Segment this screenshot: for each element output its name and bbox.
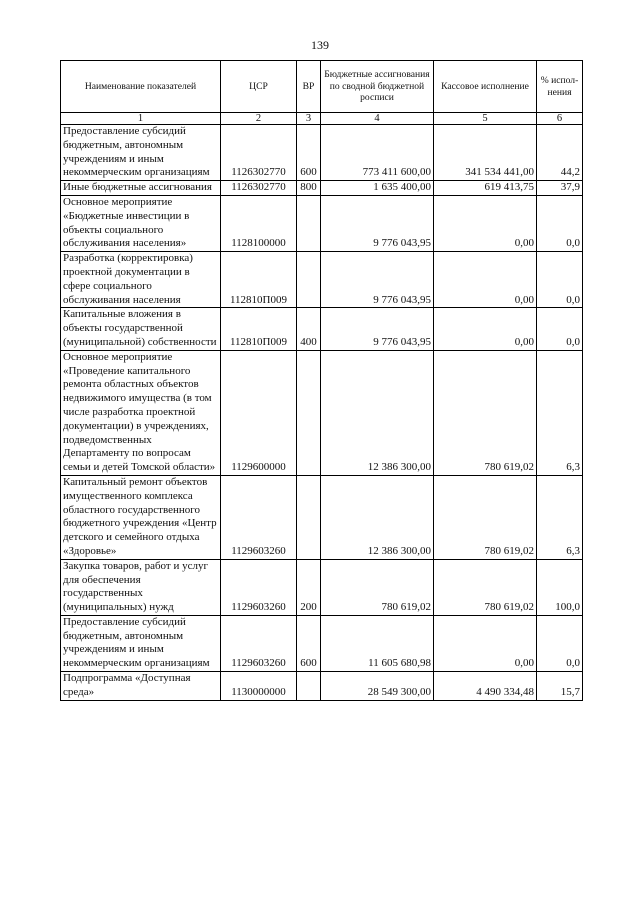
row-csr-code: 1129603260 [221,559,297,615]
row-budget-amount: 9 776 043,95 [321,195,434,251]
row-name: Подпрограмма «Доступная среда» [61,672,221,701]
column-number: 4 [321,113,434,125]
row-budget-amount: 1 635 400,00 [321,181,434,196]
row-vr-code: 800 [297,181,321,196]
header-row [61,61,583,113]
table-row [61,308,583,350]
row-csr-code: 112810П009 [221,252,297,308]
row-name: Капитальные вложения в объекты государственной (муниципальной) собственности [61,308,221,350]
row-csr-code: 1129603260 [221,615,297,671]
row-cash-amount: 4 490 334,48 [434,672,537,701]
row-budget-amount: 9 776 043,95 [321,252,434,308]
row-name: Разработка (корректировка) проектной документации в сфере социального обслуживания населения [61,252,221,308]
table-row [61,125,583,181]
row-name: Иные бюджетные ассигнования [61,181,221,196]
row-vr-code [297,672,321,701]
table-row [61,615,583,671]
row-name: Предоставление субсидий бюджетным, автономным учреждениям и иным некоммерческим организациям [61,615,221,671]
row-budget-amount: 9 776 043,95 [321,308,434,350]
column-number-row [61,113,583,125]
row-percent: 44,2 [537,125,583,181]
budget-execution-table [60,60,583,701]
row-budget-amount: 12 386 300,00 [321,475,434,559]
row-csr-code: 1129600000 [221,350,297,475]
table-row [61,672,583,701]
row-percent: 0,0 [537,195,583,251]
row-cash-amount: 0,00 [434,252,537,308]
row-vr-code [297,475,321,559]
table-row [61,252,583,308]
row-budget-amount: 12 386 300,00 [321,350,434,475]
row-percent: 37,9 [537,181,583,196]
row-budget-amount: 11 605 680,98 [321,615,434,671]
column-number: 3 [297,113,321,125]
row-name: Основное мероприятие «Бюджетные инвестиции в объекты социального обслуживания населения» [61,195,221,251]
row-name: Капитальный ремонт объектов имущественного комплекса областного государственного бюджетного учреждения «Центр детского и семейного отдыха «Здоровье» [61,475,221,559]
row-budget-amount: 780 619,02 [321,559,434,615]
row-percent: 100,0 [537,559,583,615]
row-vr-code: 200 [297,559,321,615]
row-cash-amount: 0,00 [434,615,537,671]
row-cash-amount: 780 619,02 [434,475,537,559]
column-number: 6 [537,113,583,125]
row-csr-code: 1129603260 [221,475,297,559]
row-csr-code: 1128100000 [221,195,297,251]
table-row [61,350,583,475]
row-cash-amount: 619 413,75 [434,181,537,196]
row-vr-code: 600 [297,125,321,181]
row-name: Закупка товаров, работ и услуг для обеспечения государственных (муниципальных) нужд [61,559,221,615]
row-name: Предоставление субсидий бюджетным, автономным учреждениям и иным некоммерческим организациям [61,125,221,181]
header-name: Наименование показателей [61,61,221,113]
table-row [61,181,583,196]
row-vr-code [297,195,321,251]
column-number: 2 [221,113,297,125]
row-csr-code: 1130000000 [221,672,297,701]
row-cash-amount: 780 619,02 [434,559,537,615]
row-percent: 0,0 [537,252,583,308]
row-vr-code [297,252,321,308]
table-row [61,559,583,615]
row-percent: 6,3 [537,350,583,475]
page-number: 139 [311,38,329,52]
table-row [61,475,583,559]
header-csr: ЦСР [221,61,297,113]
header-percent: % испол-нения [537,61,583,113]
row-cash-amount: 0,00 [434,308,537,350]
row-name: Основное мероприятие «Проведение капитального ремонта областных объектов недвижимого имущества (в том числе разработка проектной документации) в учреждениях, подведомственных Департаменту по вопросам семьи и детей Томской области» [61,350,221,475]
row-vr-code: 400 [297,308,321,350]
row-csr-code: 1126302770 [221,181,297,196]
row-budget-amount: 773 411 600,00 [321,125,434,181]
row-vr-code: 600 [297,615,321,671]
row-csr-code: 1126302770 [221,125,297,181]
column-number: 1 [61,113,221,125]
header-budget: Бюджетные ассигнования по сводной бюджетной росписи [321,61,434,113]
row-cash-amount: 341 534 441,00 [434,125,537,181]
row-percent: 15,7 [537,672,583,701]
row-csr-code: 112810П009 [221,308,297,350]
row-cash-amount: 780 619,02 [434,350,537,475]
row-percent: 6,3 [537,475,583,559]
column-number: 5 [434,113,537,125]
table-row [61,195,583,251]
row-cash-amount: 0,00 [434,195,537,251]
row-percent: 0,0 [537,615,583,671]
header-cash: Кассовое исполнение [434,61,537,113]
header-vr: ВР [297,61,321,113]
row-percent: 0,0 [537,308,583,350]
row-budget-amount: 28 549 300,00 [321,672,434,701]
row-vr-code [297,350,321,475]
